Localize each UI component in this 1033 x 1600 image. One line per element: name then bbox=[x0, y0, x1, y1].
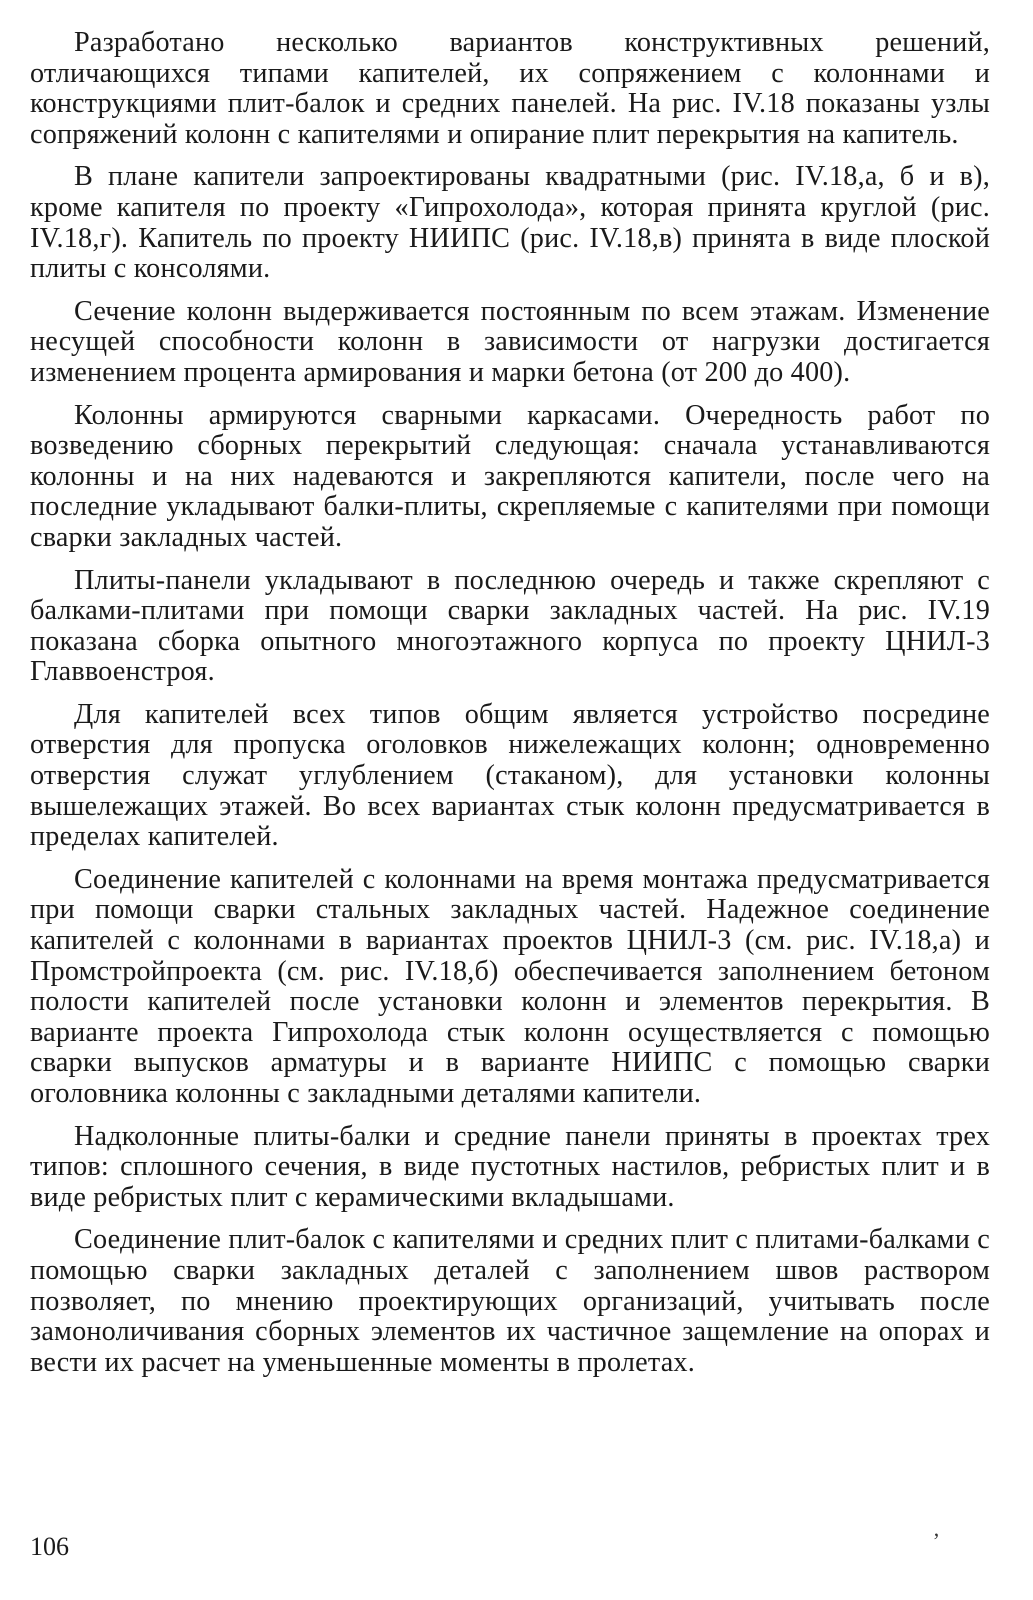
paragraph-7: Соединение капителей с колоннами на время монтажа предусматривается при помощи сварки стальных закладных частей. Надежное соединение капителей с колоннами в вариантах проектов ЦНИЛ-3 (см. рис. IV.18,а) и Промстройпроекта (см. рис. IV.18,б) обеспечивается заполнением бетоном полости капителей после установки колонн и элементов перекрытия. В варианте проекта Гипрохолода стык колонн осуществляется с помощью сварки выпусков арматуры и в варианте НИИПС с помощью сварки оголовника колонны с закладными деталями капители. bbox=[30, 863, 990, 1109]
book-page bbox=[30, 28, 990, 1568]
paragraph-4: Колонны армируются сварными каркасами. Очередность работ по возведению сборных перекрытий следующая: сначала устанавливаются колонны и на них надеваются и закрепляются капители, после чего на последние укладывают балки-плиты, скрепляемые с капителями при помощи сварки закладных частей. bbox=[30, 399, 990, 553]
paragraph-6: Для капителей всех типов общим является устройство посредине отверстия для пропуска оголовков нижележащих колонн; одновременно отверстия служат углублением (стаканом), для установки колонны вышележащих этажей. Во всех вариантах стык колонн предусматривается в пределах капителей. bbox=[30, 698, 990, 853]
stray-mark: ’ bbox=[932, 1528, 940, 1553]
paragraph-3: Сечение колонн выдерживается постоянным по всем этажам. Изменение несущей способности колонн в зависимости от нагрузки достигается изменением процента армирования и марки бетона (от 200 до 400). bbox=[30, 295, 990, 388]
paragraph-9: Соединение плит-балок с капителями и средних плит с плитами-балками с помощью сварки закладных деталей с заполнением швов раствором позволяет, по мнению проектирующих организаций, учитывать после замоноличивания сборных элементов их частичное защемление на опорах и вести их расчет на уменьшенные моменты в пролетах. bbox=[30, 1224, 990, 1378]
paragraph-5: Плиты-панели укладывают в последнюю очередь и также скрепляют с балками-плитами при помощи сварки закладных частей. На рис. IV.19 показана сборка опытного многоэтажного корпуса по проекту ЦНИЛ-3 Главвоенстроя. bbox=[30, 564, 990, 688]
paragraph-2: В плане капители запроектированы квадратными (рис. IV.18,а, б и в), кроме капителя по проекту «Гипрохолода», которая принята круглой (рис. IV.18,г). Капитель по проекту НИИПС (рис. IV.18,в) принята в виде плоской плиты с консолями. bbox=[30, 161, 990, 285]
page-number: 106 bbox=[30, 1532, 69, 1561]
paragraph-1: Разработано несколько вариантов конструктивных решений, отличающихся типами капителей, их сопряжением с колоннами и конструкциями плит-балок и средних панелей. На рис. IV.18 показаны узлы сопряжений колонн с капителями и опирание плит перекрытия на капитель. bbox=[30, 27, 990, 150]
paragraph-8: Надколонные плиты-балки и средние панели приняты в проектах трех типов: сплошного сечения, в виде пустотных настилов, ребристых плит и в виде ребристых плит с керамическими вкладышами. bbox=[30, 1120, 990, 1213]
